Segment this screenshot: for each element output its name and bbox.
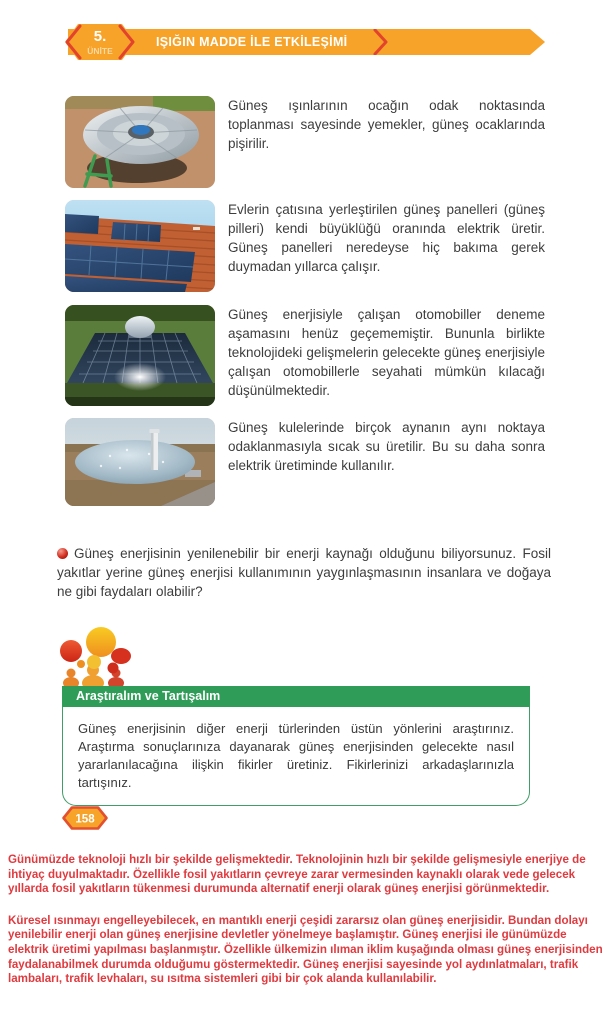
activity-box	[62, 686, 530, 806]
figure-caption: Güneş kulelerinde birçok aynanın aynı noktaya odaklanmasıyla sıcak su üretilir. Bu su daha sonra elektrik üretiminde kullanılır.	[228, 420, 545, 473]
question-block	[57, 544, 551, 601]
solar-cooker-photo	[65, 96, 215, 188]
solar-car-photo	[65, 305, 215, 406]
figure-row	[65, 200, 547, 292]
figure-caption: Güneş enerjisiyle çalışan otomobiller deneme aşamasını henüz geçememiştir. Bununla birlikte teknolojideki gelişmelerin gelecekte güneş enerjisiyle çalışan otomobillerle seyahati mümkün kılacağı düşünülmektedir.	[228, 307, 545, 398]
question-bullet-icon	[57, 548, 68, 559]
solar-tower-photo	[65, 418, 215, 506]
rooftop-solar-panels-photo	[65, 200, 215, 292]
figure-row	[65, 418, 547, 506]
unit-number: 5.	[93, 28, 107, 45]
chevron-right-icon	[373, 29, 389, 55]
figure-caption: Güneş ışınlarının ocağın odak noktasında toplanması sayesinde yemekler, güneş ocaklarında pişirilir.	[228, 98, 545, 151]
figure-caption: Evlerin çatısına yerleştirilen güneş panelleri (güneş pilleri) kendi büyüklüğü oranında elektrik üretir. Güneş panelleri neredeyse hiç bakıma gerek duymadan yıllarca çalışır.	[228, 202, 545, 274]
activity-title: Araştıralım ve Tartışalım	[62, 686, 530, 707]
figure-row	[65, 96, 547, 188]
answer-note: Küresel ısınmayı engelleyebilecek, en mantıklı enerji çeşidi zararsız olan güneş enerjisidir. Bundan dolayı yenilebilir enerji olan güneş enerjisine devletler yönelmeye başlamıştır. Güneş enerjisi ile günümüzde elektrik üretimi yapılması başlanmıştır. Özellikle ülkemizin ılıman iklim kuşağında olması güneş enerjisinden faydalanabilmek durumda olduğumu göstermektedir. Güneş enerjisi sayesinde yol aydınlatmaları, trafik lambaları, trafik levhaları, su ısıtma sistemleri gibi bir çok alanda kullanılabilir.	[8, 913, 603, 986]
unit-label: ÜNİTE	[87, 46, 113, 56]
page-number: 158	[75, 813, 95, 826]
answer-note: Günümüzde teknoloji hızlı bir şekilde gelişmektedir. Teknolojinin hızlı bir şekilde gelişmesiyle enerjiye de ihtiyaç duyulmaktadır. Özellikle fosil yakıtların çevreye zarar vermesinden kaynaklı olarak vede gelecek yıllarda fosil yakıtların tükenmesi durumunda alternatif enerji olarak güneş enerjisi görünmektedir.	[8, 853, 586, 896]
discussion-people-icon	[57, 626, 131, 688]
unit-badge	[64, 23, 136, 61]
figure-row	[65, 305, 547, 406]
page-number-badge	[61, 805, 109, 831]
answer-notes	[8, 853, 604, 1004]
question-text: Güneş enerjisinin yenilenebilir bir enerji kaynağı olduğunu biliyorsunuz. Fosil yakıtlar yerine güneş enerjisi kullanımının yaygınlaşmasının insanlara ve doğaya ne gibi faydaları olabilir?	[57, 546, 551, 599]
unit-title: IŞIĞIN MADDE İLE ETKİLEŞİMİ	[156, 35, 348, 49]
activity-body-text: Güneş enerjisinin diğer enerji türlerinden üstün yönlerini araştırınız. Araştırma sonuçlarınıza dayanarak güneş enerjisinden gelecekte nasıl yararlanılacağına ilişkin fikirler üretiniz. Fikirlerinizi arkadaşlarınızla tartışınız.	[62, 707, 530, 806]
unit-header-banner	[68, 29, 545, 55]
